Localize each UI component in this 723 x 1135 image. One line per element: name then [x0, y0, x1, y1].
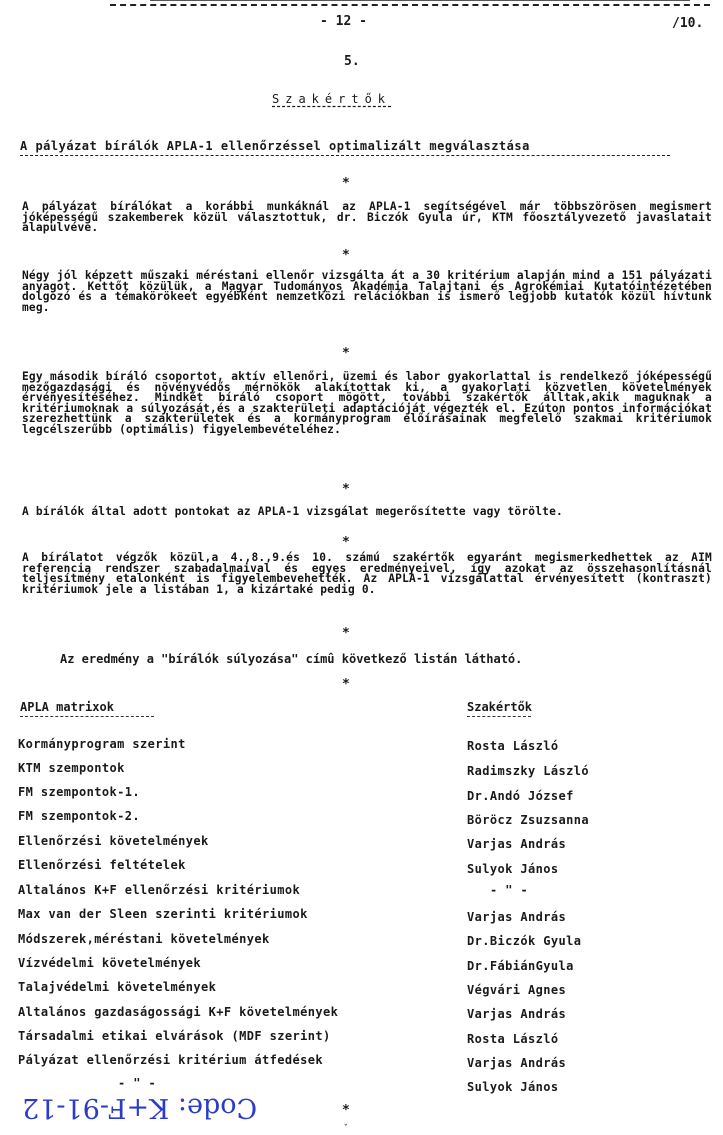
expert-header-underline [467, 716, 531, 717]
list-item-expert: Rosta László [467, 739, 559, 753]
list-item-expert: Dr.Biczók Gyula [467, 934, 582, 948]
list-item-expert: Varjas András [467, 1007, 567, 1021]
list-item-expert: Rosta László [467, 1032, 559, 1046]
list-item-matrix: Módszerek,méréstani követelmények [18, 932, 270, 946]
footer-star: * [342, 1103, 350, 1118]
heading-underline [20, 155, 670, 156]
section-number: 5. [344, 54, 360, 69]
list-item-matrix: Vízvédelmi követelmények [18, 956, 201, 970]
paragraph-3: Egy második bíráló csoportot, aktív ellenőri, üzemi és labor gyakorlattal is rendelkező jóképességű mezőgazdasági és növényvédős mérnökök alakítottak ki, a gyakorlati közvetlen követelmények érvényesítéséhez. Mindkét bíráló csoport mögött, további szakértők álltak,akik maguknak a kritériumoknak a súlyozását,és a szakterületi adaptációját végezték el. Ezúton pontos információkat szerezhettünk a szakterületek és a kormányprogram előírásainak megfelelő szakmai kritériumok legcélszerűbb (optimális) figyelembevételéhez. [22, 370, 712, 436]
list-item-expert: Dr.Andó József [467, 789, 574, 803]
paragraph-1: A pályázat bírálókat a korábbi munkáknál az APLA-1 segítségével már többszörösen megismert jóképességű szakemberek közül választottuk, dr. Biczók Gyula úr, KTM főosztályvezető javaslatait alapulvéve. [22, 200, 712, 235]
list-item-matrix: FM szempontok-1. [18, 785, 140, 799]
list-item-matrix: KTM szempontok [18, 761, 125, 775]
list-item-expert: Sulyok János [467, 862, 559, 876]
list-item-matrix: Pályázat ellenőrzési kritérium átfedések [18, 1053, 323, 1067]
section-title: Szakértők [272, 92, 392, 106]
footer-tick-mark: ˇ [343, 1124, 349, 1134]
section-heading: A pályázat bírálók APLA-1 ellenőrzéssel optimalizált megválasztása [20, 139, 530, 153]
matrix-column-header: APLA matrixok [20, 700, 114, 714]
separator-star: * [342, 176, 350, 191]
separator-star: * [342, 677, 350, 692]
top-rule [150, 0, 690, 1]
list-item-expert: Végvári Agnes [467, 983, 567, 997]
list-item-matrix: FM szempontok-2. [18, 809, 140, 823]
list-item-expert: Sulyok János [467, 1080, 559, 1094]
list-item-expert: - " - [490, 883, 529, 897]
list-item-matrix: Altalános K+F ellenőrzési kritériumok [18, 883, 301, 897]
list-item-matrix: Talajvédelmi követelmények [18, 980, 217, 994]
separator-star: * [342, 626, 350, 641]
separator-star: * [342, 535, 350, 550]
list-item-expert: Varjas András [467, 910, 567, 924]
separator-star: * [342, 346, 350, 361]
matrix-header-underline [20, 716, 154, 717]
list-item-expert: Dr.FábiánGyula [467, 959, 574, 973]
list-item-matrix: Ellenőrzési követelmények [18, 834, 209, 848]
page-number: - 12 - [320, 14, 367, 29]
list-item-matrix: Ellenőrzési feltételek [18, 858, 186, 872]
list-item-expert: Böröcz Zsuzsanna [467, 813, 589, 827]
paragraph-4: A bírálók által adott pontokat az APLA-1 vizsgálat megerősítette vagy törölte. [22, 505, 563, 518]
result-sentence: Az eredmény a "bírálók súlyozása" címû következő listán látható. [60, 652, 523, 666]
separator-star: * [342, 248, 350, 263]
list-item-matrix: Kormányprogram szerint [18, 737, 186, 751]
list-item-expert: Varjas András [467, 837, 567, 851]
top-dashed-rule [110, 4, 710, 6]
list-item-matrix: Max van der Sleen szerinti kritériumok [18, 907, 308, 921]
stamp-code: Code: K+F-91-12 [22, 1092, 258, 1123]
list-item-matrix: - " - [118, 1076, 157, 1090]
list-item-matrix: Altalános gazdaságossági K+F követelmények [18, 1005, 339, 1019]
paragraph-2: Négy jól képzett műszaki méréstani ellenőr vizsgálta át a 30 kritérium alapján mind a 151 pályázati anyagot. Kettőt közülük, a Magyar Tudományos Akadémia Talajtani és Agrokémiai Kutatóintézetében dolgozó és a témakörökeet egyébként nemzetközi relációkban is ismerő legjobb kutatók közül hívtunk meg. [22, 269, 712, 314]
expert-column-header: Szakértők [467, 700, 533, 714]
list-item-expert: Varjas András [467, 1056, 567, 1070]
paragraph-5: A bírálatot végzők közül,a 4.,8.,9.és 10. számú szakértők egyaránt megismerkedhettek az AIM referencia rendszer szabadalmaival és egyes eredményeivel, így azokat az összehasonlításnál teljesítmény etalonként is figyelembevehették. Az APLA-1 vizsgálattal érvényesített (kontraszt) kritériumok jele a listában 1, a kizártaké pedig 0. [22, 551, 712, 596]
separator-star: * [342, 482, 350, 497]
list-item-expert: Radimszky László [467, 764, 589, 778]
list-item-matrix: Társadalmi etikai elvárások (MDF szerint) [18, 1029, 331, 1043]
document-reference: /10. [672, 16, 704, 31]
